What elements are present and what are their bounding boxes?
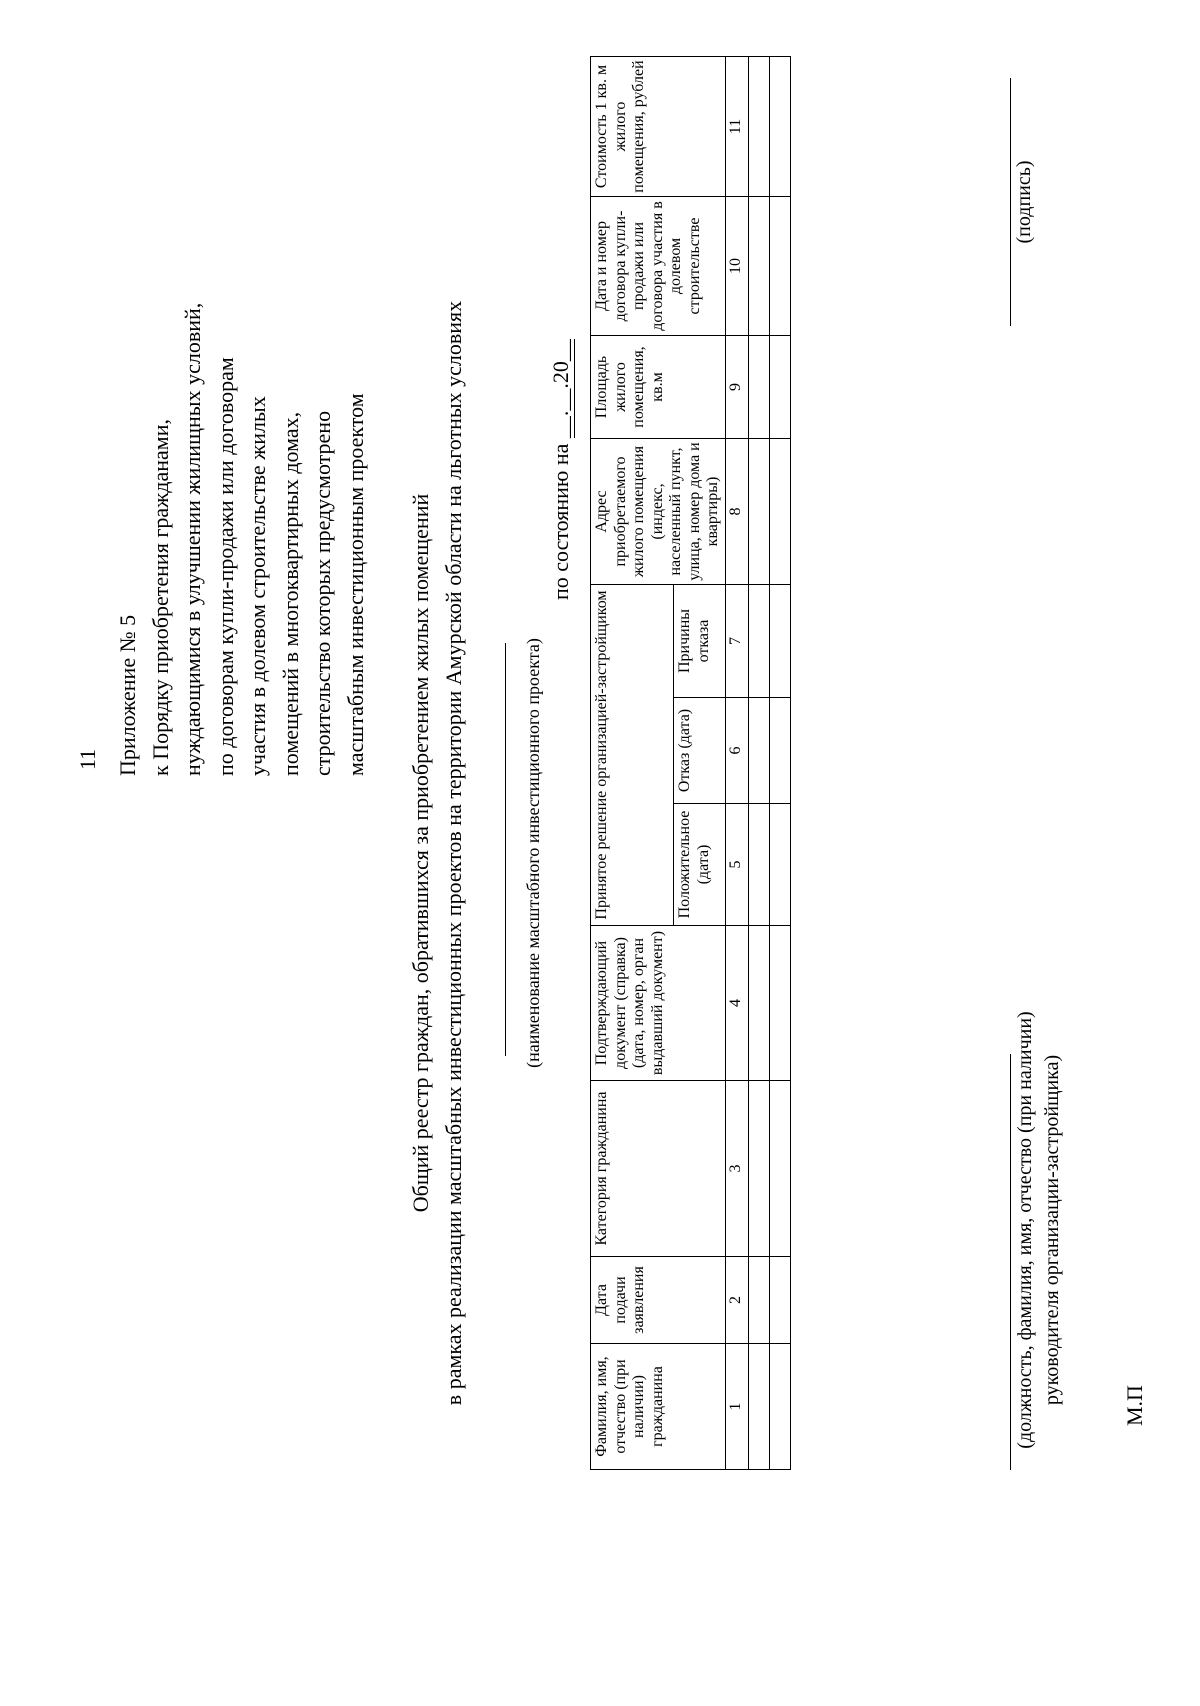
column-number-row [725,57,748,1470]
table-cell [769,57,790,197]
header-c10: Дата и номер договора купли-продажи или договора участия в долевом строительстве [591,197,726,336]
header-c3: Категория гражданина [591,1081,726,1257]
document-title-line-2: в рамках реализации масштабных инвестиционных проектов на территории Амурской области на льготных условиях [441,300,466,1406]
document-title-line-1: Общий реестр граждан, обратившихся за приобретением жилых помещений [408,493,433,1213]
page-number: 11 [75,748,100,770]
column-number: 2 [725,1257,748,1344]
table-cell [748,698,769,804]
appendix-line: к Порядку приобретения гражданами, [147,419,173,776]
table-cell [748,1257,769,1344]
position-name-caption-line-2: руководителя организации-застройщика) [1041,1054,1063,1406]
header-decision-group: Принятое решение организацией-застройщиком [591,585,674,926]
table-cell [748,57,769,197]
header-c4: Подтверждающий документ (справка) (дата, номер, орган выдавший документ) [591,926,726,1081]
appendix-line: помещений в многоквартирных домах, [277,411,303,776]
as-of-date-blank: __.__.20__ [548,339,573,439]
header-c2: Дата подачи заявления [591,1257,726,1344]
column-number: 6 [725,698,748,804]
column-number: 9 [725,336,748,439]
column-number: 8 [725,439,748,585]
column-number: 5 [725,804,748,926]
table-cell [769,336,790,439]
table-cell [748,804,769,926]
table-cell [769,1081,790,1257]
table-cell [769,698,790,804]
appendix-line: по договорам купли-продажи или договорам [212,357,238,776]
table-cell [748,1344,769,1470]
position-name-caption [1012,990,1066,1470]
table-cell [748,1081,769,1257]
table-cell [769,1344,790,1470]
table-cell [769,585,790,698]
table-cell [748,585,769,698]
appendix-line: участия в долевом строительстве жилых [245,396,270,776]
appendix-line: нуждающимися в улучшении жилищных условий, [180,302,205,776]
column-number: 11 [725,57,748,197]
stamp-place: М.П [1122,1385,1147,1426]
appendix-line: Приложение № 5 [115,614,140,776]
column-number: 1 [725,1344,748,1470]
table-cell [769,439,790,585]
signature-caption: (подпись) [1013,160,1035,244]
table-cell [748,197,769,336]
table-row [748,57,769,1470]
column-number: 10 [725,197,748,336]
as-of-label: по состоянию на [548,443,573,600]
header-row-1 [591,57,674,1470]
project-name-caption: (наименование масштабного инвестиционного проекта) [523,638,543,1068]
table-cell [769,1257,790,1344]
appendix-line: масштабным инвестиционным проектом [342,393,368,776]
table-cell [769,197,790,336]
appendix-header [112,303,372,776]
signature-line [1010,78,1011,326]
table-row [769,57,790,1470]
column-number: 7 [725,585,748,698]
table-cell [748,439,769,585]
as-of-date [548,339,575,600]
position-name-signature-line [1010,1054,1011,1470]
header-c6: Отказ (дата) [674,698,726,804]
column-number: 3 [725,1081,748,1257]
header-c9: Площадь жилого помещения, кв.м [591,336,726,439]
table-cell [769,926,790,1081]
column-number: 4 [725,926,748,1081]
table-cell [748,336,769,439]
table-cell [748,926,769,1081]
header-c11: Стоимость 1 кв. м жилого помещения, рублей [591,57,726,197]
project-name-field [505,643,506,1056]
header-c5: Положительное (дата) [674,804,726,926]
position-name-caption-line-1: (должность, фамилия, имя, отчество (при наличии) [1014,1011,1036,1449]
header-c7: Причины отказа [674,585,726,698]
appendix-line: строительство которых предусмотрено [310,410,335,776]
table-cell [769,804,790,926]
header-c1: Фамилия, имя, отчество (при наличии) гражданина [591,1344,726,1470]
registry-table [590,56,791,1470]
header-c8: Адрес приобретаемого жилого помещения (индекс, населенный пункт, улица, номер дома и квартиры) [591,439,726,585]
